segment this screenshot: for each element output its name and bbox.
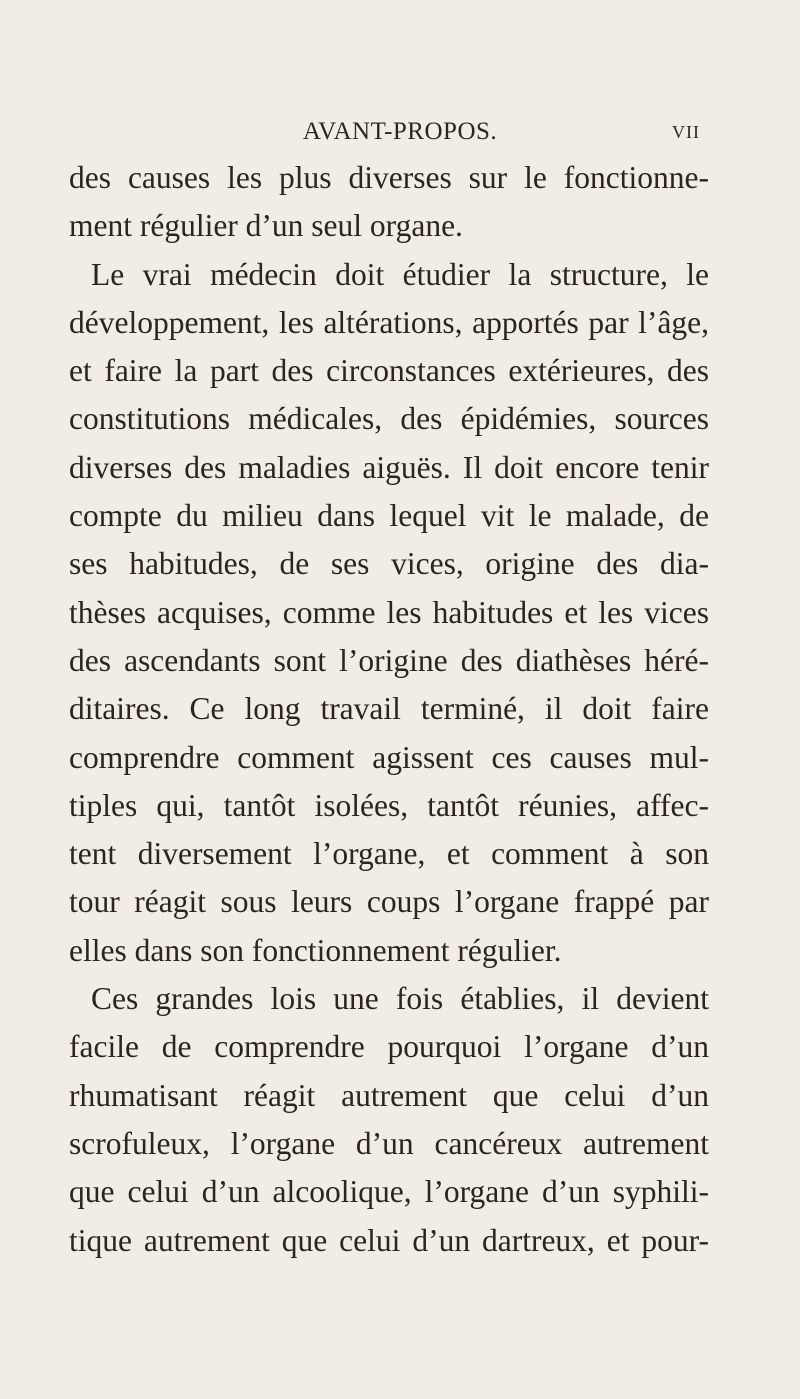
text-line: comprendre comment agissent ces causes mul- — [69, 739, 709, 775]
text-line: Le vrai médecin doit étudier la structure, le — [91, 256, 709, 292]
text-line: tour réagit sous leurs coups l’organe frappé par — [69, 884, 709, 920]
text-line: Ces grandes lois une fois établies, il devient — [91, 981, 709, 1017]
text-line: rhumatisant réagit autrement que celui d’un — [69, 1077, 709, 1113]
text-line: tent diversement l’organe, et comment à son — [69, 836, 709, 872]
text-line: ses habitudes, de ses vices, origine des dia- — [69, 546, 709, 582]
text-line: elles dans son fonctionnement régulier. — [69, 932, 562, 968]
text-line: ditaires. Ce long travail terminé, il doit faire — [69, 691, 709, 727]
text-line: compte du milieu dans lequel vit le malade, de — [69, 498, 709, 534]
page-number: VII — [672, 122, 700, 142]
text-line: tique autrement que celui d’un dartreux, et pour- — [69, 1222, 709, 1258]
text-line: et faire la part des circonstances extérieures, des — [69, 353, 709, 389]
body-text — [69, 154, 709, 1265]
text-line: thèses acquises, comme les habitudes et les vices — [69, 594, 709, 630]
text-line: des ascendants sont l’origine des diathèses héré- — [69, 642, 709, 678]
text-line: que celui d’un alcoolique, l’organe d’un syphili- — [69, 1174, 709, 1210]
text-line: facile de comprendre pourquoi l’organe d’un — [69, 1029, 709, 1065]
text-line: des causes les plus diverses sur le fonctionne- — [69, 160, 709, 195]
text-line: constitutions médicales, des épidémies, sources — [69, 401, 709, 437]
running-title: AVANT-PROPOS. — [302, 118, 498, 145]
running-header — [0, 118, 800, 148]
text-line: diverses des maladies aiguës. Il doit encore tenir — [69, 449, 709, 485]
text-line: ment régulier d’un seul organe. — [69, 208, 463, 244]
text-line: scrofuleux, l’organe d’un cancéreux autrement — [69, 1125, 709, 1161]
text-line: développement, les altérations, apportés par l’âge, — [69, 304, 709, 340]
text-line: tiples qui, tantôt isolées, tantôt réunies, affec- — [69, 787, 709, 823]
